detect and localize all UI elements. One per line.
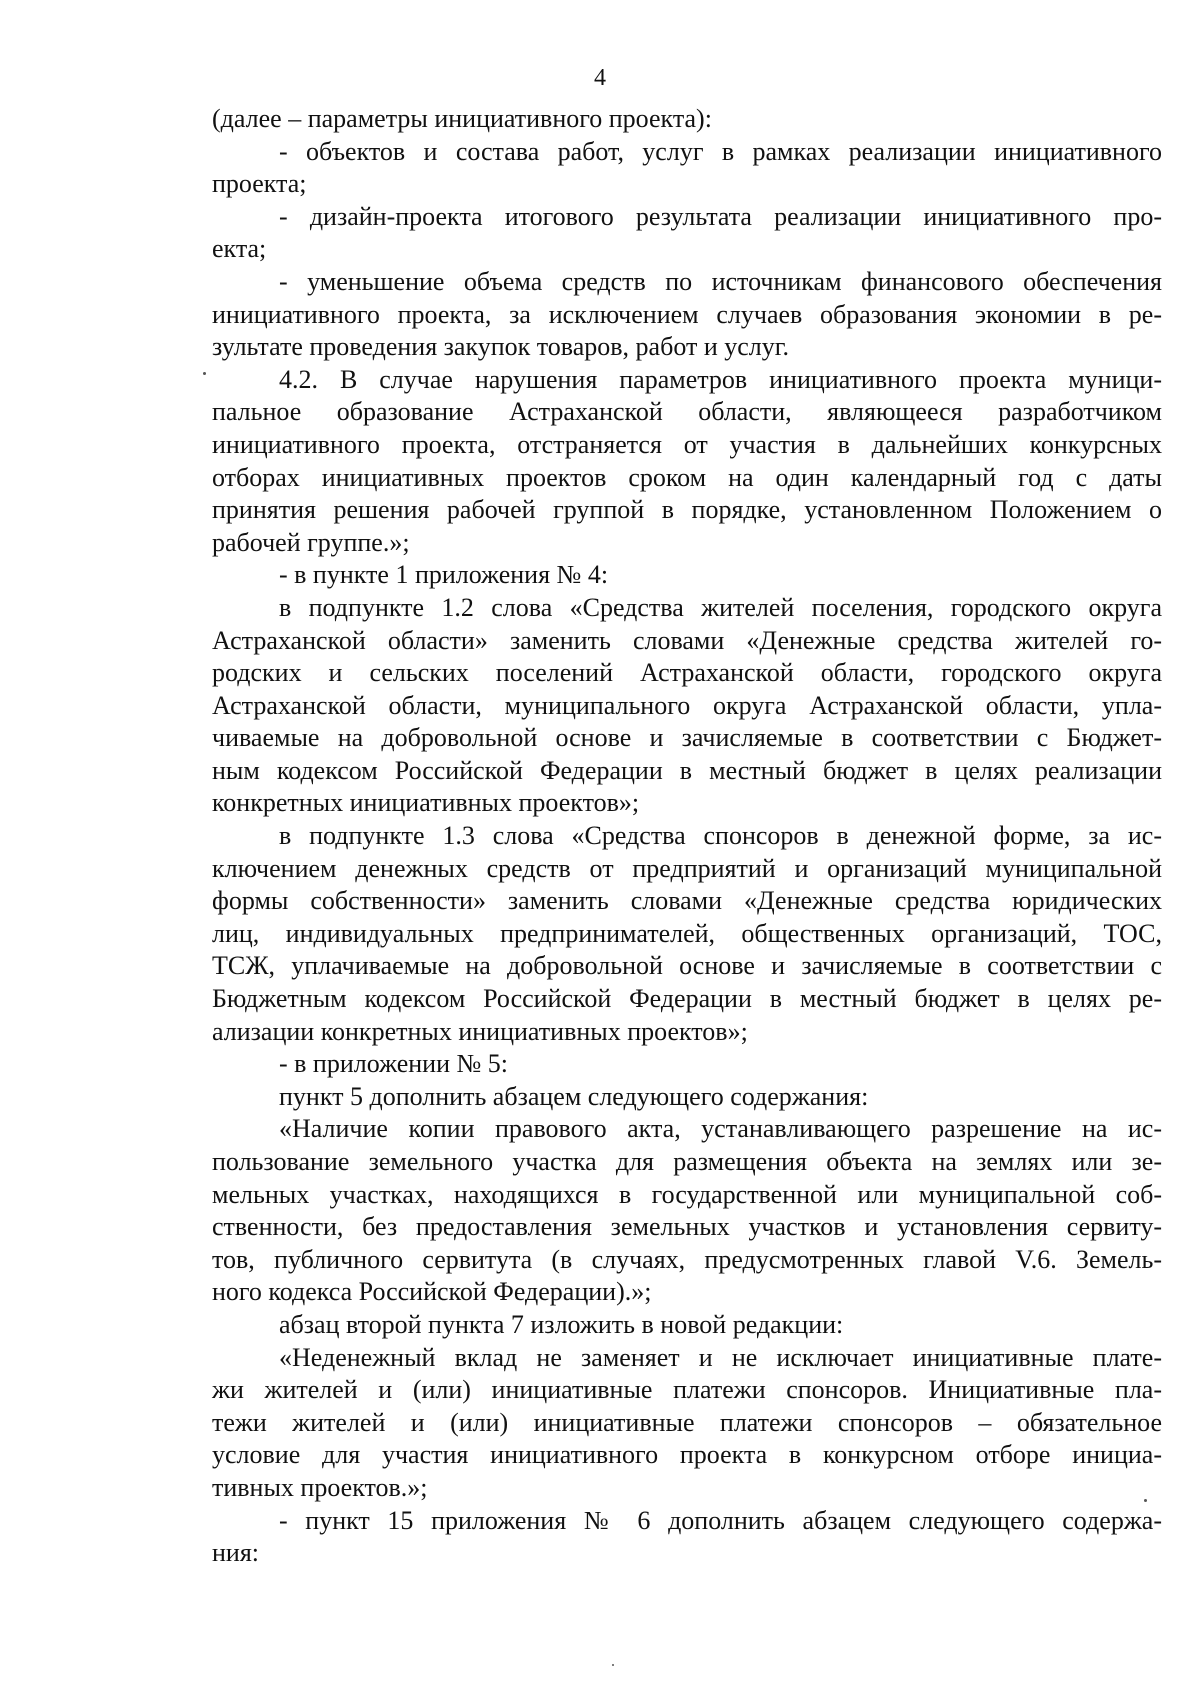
text-line: инициативного проекта, отстраняется от участия в дальнейших конкурсных — [212, 429, 1162, 459]
text-line: пользование земельного участка для размещения объекта на землях или зе- — [212, 1147, 1162, 1176]
text-line: ключением денежных средств от предприятий и организаций муниципальной — [212, 853, 1162, 883]
text-line: ния: — [212, 1538, 260, 1568]
text-line: инициативного проекта, за исключением случаев образования экономии в ре- — [212, 299, 1162, 329]
text-line: формы собственности» заменить словами «Денежные средства юридических — [212, 886, 1162, 916]
text-line: ным кодексом Российской Федерации в местный бюджет в целях реализации — [212, 755, 1162, 785]
text-line: проекта; — [212, 169, 307, 199]
text-line: - объектов и состава работ, услуг в рамках реализации инициативного — [279, 136, 1162, 166]
text-line: ственности, без предоставления земельных участков и установления сервиту- — [212, 1212, 1162, 1242]
text-line: жи жителей и (или) инициативные платежи спонсоров. Инициативные пла- — [212, 1375, 1162, 1405]
text-line: лиц, индивидуальных предпринимателей, общественных организаций, ТОС, — [212, 918, 1162, 948]
text-line: - в пункте 1 приложения № 4: — [279, 560, 609, 590]
text-line: екта; — [212, 234, 267, 264]
text-line: - уменьшение объема средств по источникам финансового обеспечения — [279, 266, 1162, 296]
text-line: принятия решения рабочей группой в порядке, установленном Положением о — [212, 495, 1162, 525]
text-line: условие для участия инициативного проекта в конкурсном отборе инициа- — [212, 1440, 1162, 1470]
text-line: рабочей группе.»; — [212, 527, 410, 557]
text-line: чиваемые на добровольной основе и зачисляемые в соответствии с Бюджет- — [212, 723, 1162, 753]
text-line: родских и сельских поселений Астраханской области, городского округа — [212, 658, 1162, 688]
text-line: тежи жителей и (или) инициативные платежи спонсоров – обязательное — [212, 1407, 1162, 1437]
text-line: «Неденежный вклад не заменяет и не исключает инициативные плате- — [279, 1342, 1162, 1372]
scan-speck — [203, 372, 206, 375]
text-line: ного кодекса Российской Федерации).»; — [212, 1277, 652, 1307]
text-line: Бюджетным кодексом Российской Федерации в местный бюджет в целях ре- — [212, 984, 1162, 1014]
text-line: - в приложении № 5: — [279, 1049, 509, 1079]
text-line: в подпункте 1.3 слова «Средства спонсоров в денежной форме, за ис- — [279, 821, 1162, 851]
text-line: в подпункте 1.2 слова «Средства жителей поселения, городского округа — [279, 592, 1162, 622]
text-line: - дизайн-проекта итогового результата реализации инициативного про- — [279, 201, 1162, 231]
text-line: ТСЖ, уплачиваемые на добровольной основе и зачисляемые в соответствии с — [212, 951, 1162, 981]
text-line: абзац второй пункта 7 изложить в новой редакции: — [279, 1309, 844, 1339]
scan-speck — [1144, 1499, 1147, 1502]
text-line: (далее – параметры инициативного проекта): — [212, 104, 712, 133]
text-line: пункт 5 дополнить абзацем следующего содержания: — [279, 1081, 869, 1111]
text-line: 4.2. В случае нарушения параметров инициативного проекта муници- — [279, 364, 1162, 394]
scan-speck — [612, 1664, 614, 1666]
text-line: конкретных инициативных проектов»; — [212, 788, 640, 818]
text-line: Астраханской области, муниципального округа Астраханской области, упла- — [212, 690, 1162, 720]
text-line: - пункт 15 приложения № 6 дополнить абзацем следующего содержа- — [279, 1505, 1162, 1535]
text-line: мельных участках, находящихся в государственной или муниципальной соб- — [212, 1179, 1162, 1209]
text-line: ализации конкретных инициативных проектов»; — [212, 1016, 748, 1046]
document-body — [212, 103, 1162, 1570]
text-line: Астраханской области» заменить словами «Денежные средства жителей го- — [212, 625, 1162, 655]
page-number: 4 — [594, 65, 606, 91]
text-line: тивных проектов.»; — [212, 1472, 428, 1502]
text-line: отборах инициативных проектов сроком на один календарный год с даты — [212, 462, 1162, 492]
text-line: «Наличие копии правового акта, устанавливающего разрешение на ис- — [279, 1114, 1162, 1144]
text-line: тов, публичного сервитута (в случаях, предусмотренных главой V.6. Земель- — [212, 1244, 1162, 1274]
text-line: пальное образование Астраханской области, являющееся разработчиком — [212, 397, 1162, 427]
text-line: зультате проведения закупок товаров, работ и услуг. — [212, 332, 790, 362]
